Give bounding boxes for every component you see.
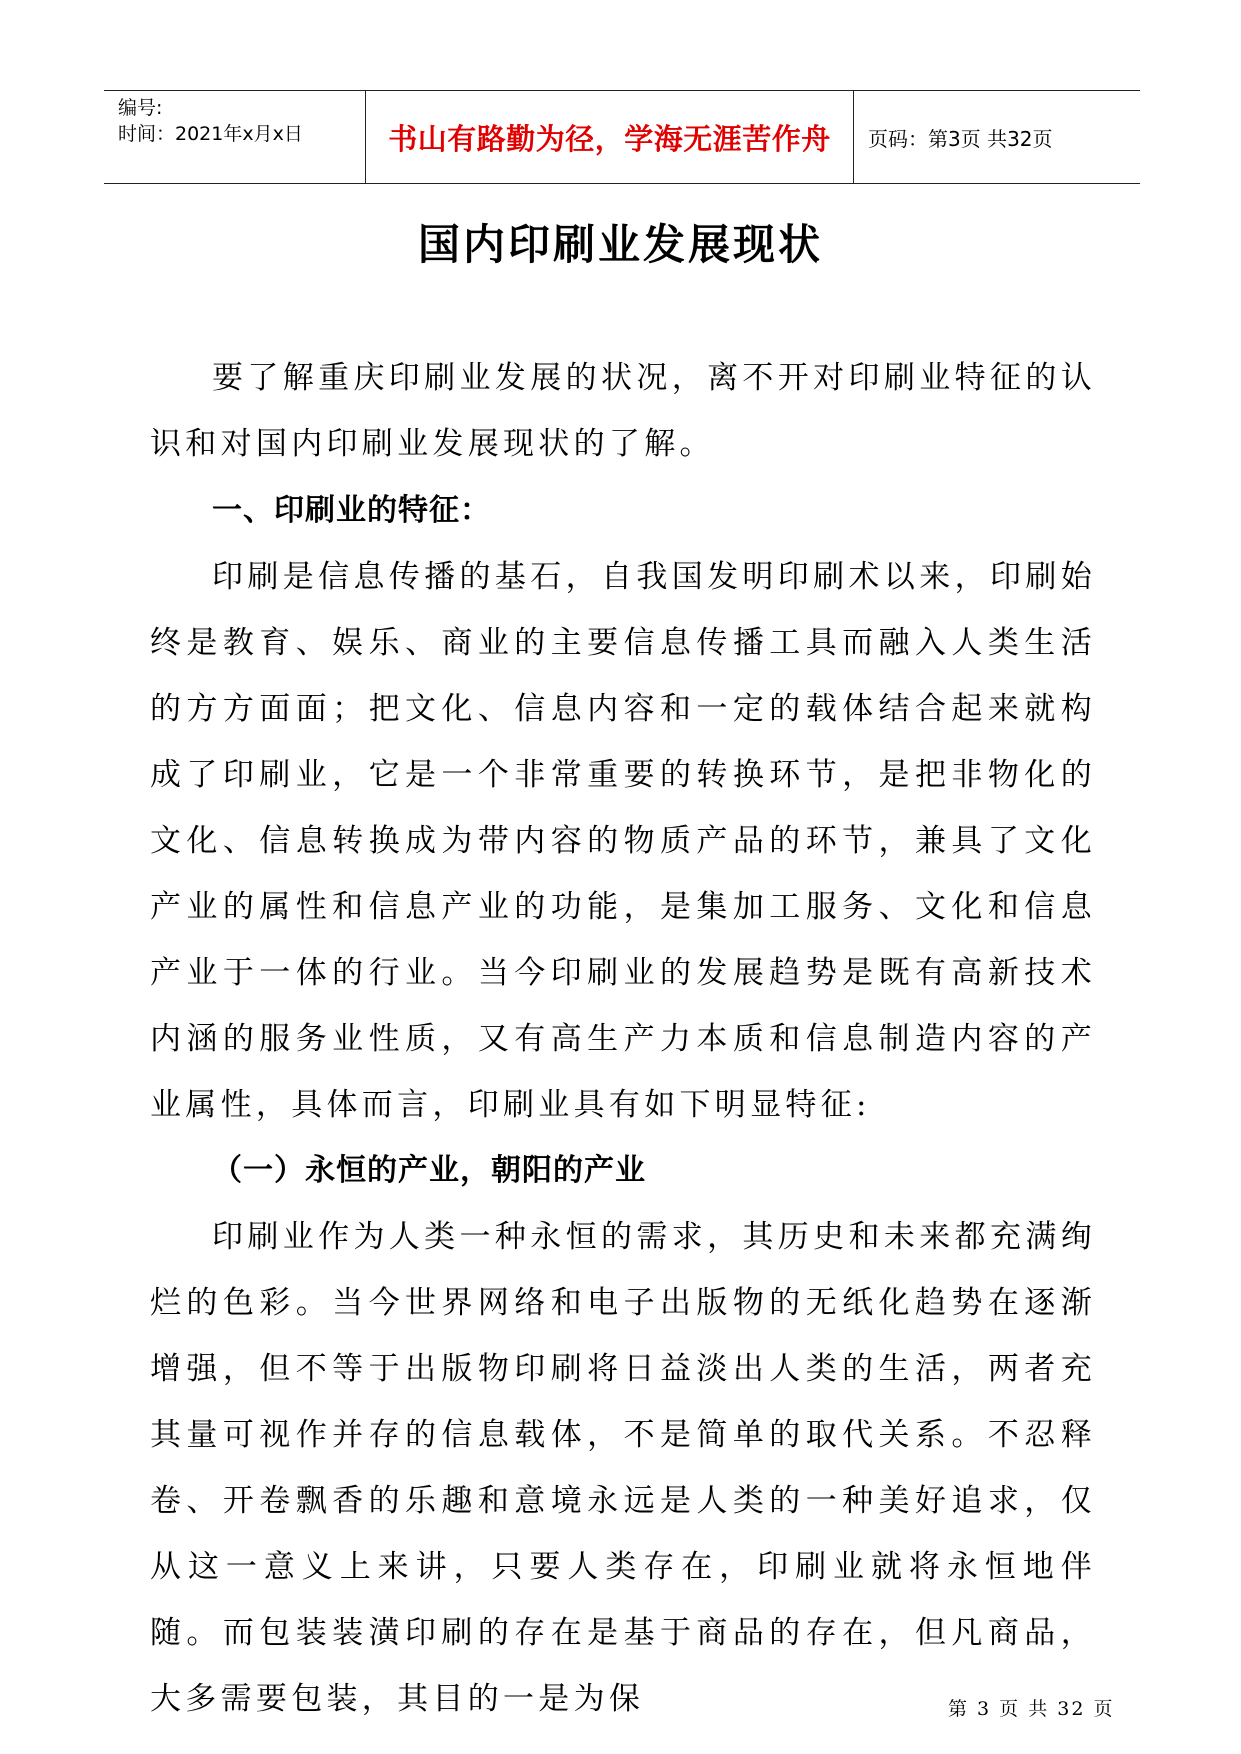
subsection-paragraph: 印刷业作为人类一种永恒的需求，其历史和未来都充满绚烂的色彩。当今世界网络和电子出版物的无纸化趋势在逐渐增强，但不等于出版物印刷将日益淡出人类的生活，两者充其量可视作并存的信息载体，不是简单的取代关系。不忍释卷、开卷飘香的乐趣和意境永远是人类的一种美好追求，仅从这一意义上来讲，只要人类存在，印刷业就将永恒地伴随。而包装装潢印刷的存在是基于商品的存在，但凡商品，大多需要包装，其目的一是为保 (150, 1219, 1096, 1717)
header-motto: 书山有路勤为径，学海无涯苦作舟 (366, 91, 854, 183)
page-header (104, 90, 1140, 184)
intro-paragraph: 要了解重庆印刷业发展的状况，离不开对印刷业特征的认识和对国内印刷业发展现状的了解。 (150, 360, 1096, 462)
serial-label: 编号: (118, 97, 163, 119)
section-paragraph: 印刷是信息传播的基石，自我国发明印刷术以来，印刷始终是教育、娱乐、商业的主要信息传播工具而融入人类生活的方方面面；把文化、信息内容和一定的载体结合起来就构成了印刷业，它是一个非常重要的转换环节，是把非物化的文化、信息转换成为带内容的物质产品的环节，兼具了文化产业的属性和信息产业的功能，是集加工服务、文化和信息产业于一体的行业。当今印刷业的发展趋势是既有高新技术内涵的服务业性质，又有高生产力本质和信息制造内容的产业属性，具体而言，印刷业具有如下明显特征: (150, 559, 1096, 1123)
header-meta (104, 91, 366, 183)
section-heading: 一、印刷业的特征： (212, 493, 491, 528)
document-body (150, 345, 1096, 1732)
time-label: 时间：2021年x月x日 (118, 123, 303, 145)
header-page-info: 页码：第3页 共32页 (868, 126, 1053, 151)
page-footer: 第 3 页 共 32 页 (948, 1698, 1115, 1720)
subsection-heading: （一）永恒的产业，朝阳的产业 (212, 1153, 646, 1188)
document-title: 国内印刷业发展现状 (417, 220, 823, 269)
